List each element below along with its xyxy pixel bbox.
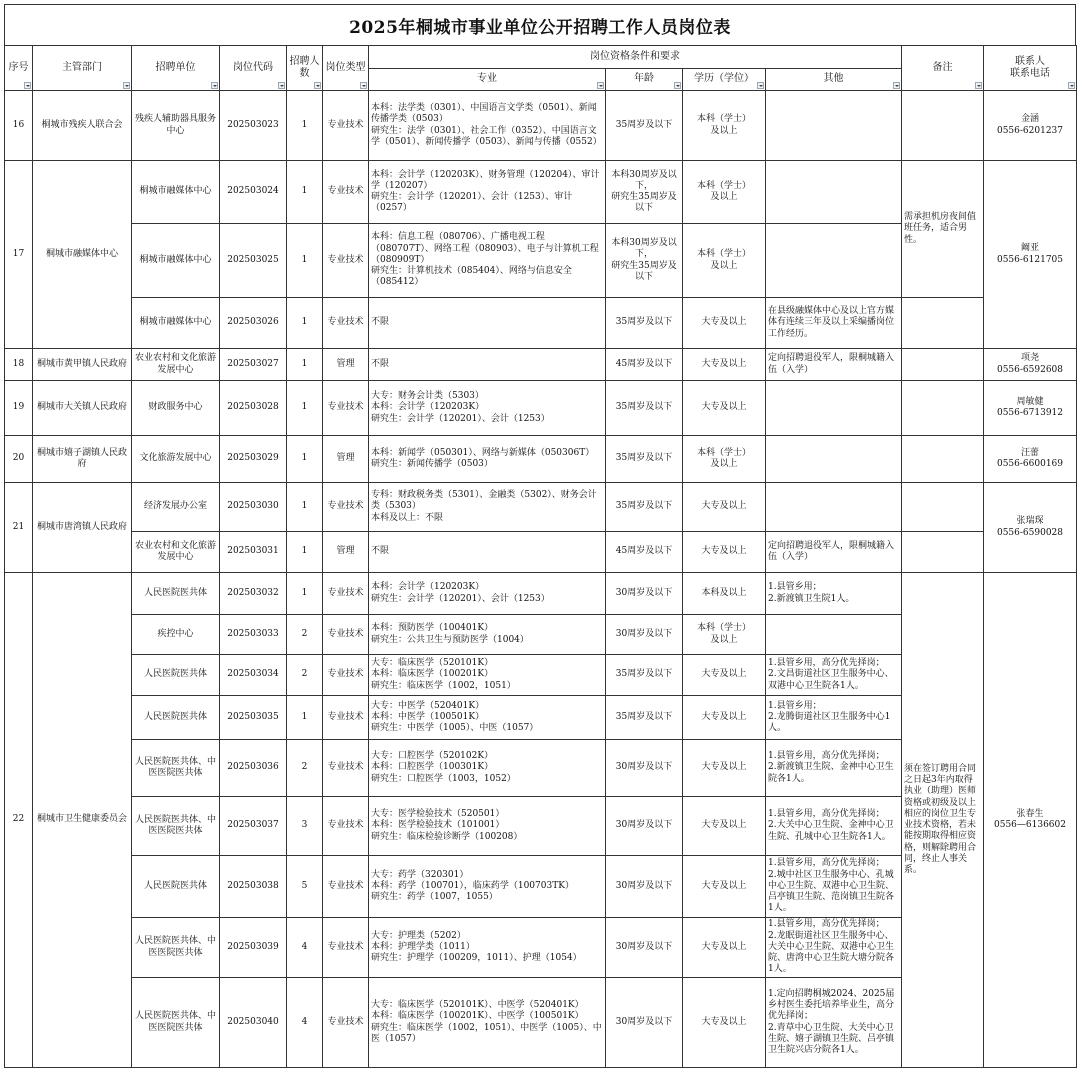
col-header-count: 招聘人数 (287, 46, 323, 91)
major-cell: 大专：临床医学（520101K）、中医学（520401K） 本科：临床医学（100201K）、中医学（100501K） 研究生：临床医学（1002，1051）、中医学（1005）、中医（1057） (369, 978, 606, 1068)
table-row (5, 532, 1077, 573)
dept-cell: 桐城市融媒体中心 (33, 161, 132, 349)
other-cell (766, 483, 902, 532)
other-cell (766, 224, 902, 298)
edu-cell: 本科及以上 (683, 573, 766, 615)
edu-cell: 大专及以上 (683, 655, 766, 696)
edu-cell: 本科（学士） 及以上 (683, 161, 766, 224)
major-cell: 本科：会计学（120203K）、财务管理（120204）、审计学（120207） 研究生：会计学（120201）、会计（1253）、审计（0257） (369, 161, 606, 224)
code-cell: 202503031 (220, 532, 287, 573)
major-cell: 大专：护理类（5202） 本科：护理学类（1011） 研究生：护理学（100209，1011）、护理（1054） (369, 918, 606, 978)
major-cell: 大专：临床医学（520101K） 本科：临床医学（100201K） 研究生：临床医学（1002，1051） (369, 655, 606, 696)
dept-cell: 桐城市残疾人联合会 (33, 91, 132, 161)
filter-dropdown-icon[interactable] (314, 82, 321, 89)
unit-cell: 文化旅游发展中心 (132, 436, 220, 483)
count-cell: 1 (287, 224, 323, 298)
seq-cell: 17 (5, 161, 33, 349)
contact-cell: 张瑞琛 0556-6590028 (984, 483, 1077, 573)
table-row (5, 91, 1077, 161)
filter-dropdown-icon[interactable] (360, 82, 367, 89)
seq-cell: 19 (5, 381, 33, 436)
unit-cell: 桐城市融媒体中心 (132, 224, 220, 298)
contact-cell: 金涵 0556-6201237 (984, 91, 1077, 161)
col-header-code: 岗位代码 (220, 46, 287, 91)
code-cell: 202503029 (220, 436, 287, 483)
edu-cell: 大专及以上 (683, 381, 766, 436)
code-cell: 202503036 (220, 740, 287, 797)
edu-cell: 本科（学士） 及以上 (683, 224, 766, 298)
major-cell: 大专：中医学（520401K） 本科：中医学（100501K） 研究生：中医学（1005）、中医（1057） (369, 696, 606, 740)
count-cell: 2 (287, 655, 323, 696)
count-cell: 1 (287, 436, 323, 483)
age-cell: 30周岁及以下 (606, 615, 683, 655)
remark-cell (902, 381, 984, 436)
count-cell: 4 (287, 918, 323, 978)
major-cell: 不限 (369, 298, 606, 349)
major-cell: 不限 (369, 349, 606, 381)
major-cell: 大专：口腔医学（520102K） 本科：口腔医学（100301K） 研究生：口腔医学（1003，1052） (369, 740, 606, 797)
edu-cell: 大专及以上 (683, 696, 766, 740)
other-cell (766, 161, 902, 224)
filter-dropdown-icon[interactable] (597, 82, 604, 89)
unit-cell: 人民医院医共体 (132, 573, 220, 615)
seq-cell: 18 (5, 349, 33, 381)
edu-cell: 大专及以上 (683, 349, 766, 381)
count-cell: 2 (287, 615, 323, 655)
edu-cell: 大专及以上 (683, 856, 766, 918)
age-cell: 35周岁及以下 (606, 91, 683, 161)
age-cell: 35周岁及以下 (606, 483, 683, 532)
table-row (5, 161, 1077, 224)
count-cell: 1 (287, 381, 323, 436)
count-cell: 1 (287, 483, 323, 532)
type-cell: 专业技术 (323, 91, 369, 161)
col-header-contact: 联系人 联系电话 (984, 46, 1077, 91)
type-cell: 专业技术 (323, 978, 369, 1068)
type-cell: 专业技术 (323, 797, 369, 856)
remark-cell (902, 349, 984, 381)
job-table (4, 45, 1077, 1068)
filter-dropdown-icon[interactable] (211, 82, 218, 89)
code-cell: 202503025 (220, 224, 287, 298)
code-cell: 202503035 (220, 696, 287, 740)
unit-cell: 农业农村和文化旅游发展中心 (132, 532, 220, 573)
filter-dropdown-icon[interactable] (975, 82, 982, 89)
sheet-title: 2025年桐城市事业单位公开招聘工作人员岗位表 (4, 4, 1076, 45)
age-cell: 30周岁及以下 (606, 978, 683, 1068)
count-cell: 1 (287, 91, 323, 161)
count-cell: 2 (287, 740, 323, 797)
major-cell: 大专：财务会计类（5303） 本科：会计学（120203K） 研究生：会计学（120201）、会计（1253） (369, 381, 606, 436)
other-cell: 1.县管乡用； 2.龙腾街道社区卫生服务中心1人。 (766, 696, 902, 740)
other-cell: 1.县管乡用； 2.新渡镇卫生院1人。 (766, 573, 902, 615)
unit-cell: 人民医院医共体、中医医院医共体 (132, 797, 220, 856)
edu-cell: 大专及以上 (683, 740, 766, 797)
type-cell: 管理 (323, 349, 369, 381)
col-header-unit: 招聘单位 (132, 46, 220, 91)
contact-cell: 汪蕾 0556-6600169 (984, 436, 1077, 483)
major-cell: 不限 (369, 532, 606, 573)
code-cell: 202503027 (220, 349, 287, 381)
count-cell: 1 (287, 532, 323, 573)
age-cell: 30周岁及以下 (606, 797, 683, 856)
major-cell: 大专：医学检验技术（520501） 本科：医学检验技术（101001） 研究生：临床检验诊断学（100208） (369, 797, 606, 856)
type-cell: 专业技术 (323, 696, 369, 740)
other-cell: 1.县管乡用，高分优先择岗； 2.大关中心卫生院、金神中心卫生院、孔城中心卫生院各1人。 (766, 797, 902, 856)
remark-cell (902, 532, 984, 573)
col-header-seq: 序号 (5, 46, 33, 91)
type-cell: 专业技术 (323, 381, 369, 436)
remark-cell (902, 298, 984, 349)
other-cell: 1.定向招聘桐城2024、2025届乡村医生委托培养毕业生，高分优先择岗； 2.青草中心卫生院、大关中心卫生院、嬉子湖镇卫生院、吕亭镇卫生院兴店分院各1人。 (766, 978, 902, 1068)
age-cell: 45周岁及以下 (606, 349, 683, 381)
type-cell: 专业技术 (323, 740, 369, 797)
type-cell: 专业技术 (323, 856, 369, 918)
contact-cell: 阚亚 0556-6121705 (984, 161, 1077, 349)
contact-cell: 周敏健 0556-6713912 (984, 381, 1077, 436)
other-cell (766, 381, 902, 436)
type-cell: 专业技术 (323, 161, 369, 224)
table-body (5, 91, 1077, 1068)
remark-cell: 需承担机房夜间值班任务，适合男性。 (902, 161, 984, 298)
filter-dropdown-icon[interactable] (278, 82, 285, 89)
unit-cell: 经济发展办公室 (132, 483, 220, 532)
type-cell: 专业技术 (323, 224, 369, 298)
table-row (5, 483, 1077, 532)
col-header-edu: 学历（学位） (683, 69, 766, 91)
col-header-dept: 主管部门 (33, 46, 132, 91)
remark-cell (902, 436, 984, 483)
edu-cell: 本科（学士） 及以上 (683, 615, 766, 655)
edu-cell: 大专及以上 (683, 978, 766, 1068)
dept-cell: 桐城市嬉子湖镇人民政府 (33, 436, 132, 483)
code-cell: 202503038 (220, 856, 287, 918)
age-cell: 35周岁及以下 (606, 696, 683, 740)
count-cell: 1 (287, 161, 323, 224)
remark-cell (902, 91, 984, 161)
edu-cell: 大专及以上 (683, 483, 766, 532)
filter-dropdown-icon[interactable] (674, 82, 681, 89)
col-header-remark: 备注 (902, 46, 984, 91)
major-cell: 大专：药学（320301） 本科：药学（100701），临床药学（100703TK） 研究生：药学（1007，1055） (369, 856, 606, 918)
code-cell: 202503032 (220, 573, 287, 615)
age-cell: 30周岁及以下 (606, 740, 683, 797)
table-row (5, 436, 1077, 483)
col-header-age: 年龄 (606, 69, 683, 91)
table-row (5, 298, 1077, 349)
major-cell: 专科：财政税务类（5301）、金融类（5302）、财务会计类（5303） 本科及以上：不限 (369, 483, 606, 532)
major-cell: 本科：信息工程（080706）、广播电视工程（080707T）、网络工程（080903）、电子与计算机工程（080909T） 研究生：计算机技术（085404）、网络与信息安全（085412） (369, 224, 606, 298)
edu-cell: 大专及以上 (683, 918, 766, 978)
other-cell: 定向招聘退役军人，限桐城籍入伍（入学） (766, 532, 902, 573)
age-cell: 45周岁及以下 (606, 532, 683, 573)
code-cell: 202503040 (220, 978, 287, 1068)
dept-cell: 桐城市黄甲镇人民政府 (33, 349, 132, 381)
filter-dropdown-icon[interactable] (123, 82, 130, 89)
other-cell (766, 91, 902, 161)
col-header-other: 其他 (766, 69, 902, 91)
other-cell: 1.县管乡用，高分优先择岗； 2.城中社区卫生服务中心、孔城中心卫生院、双港中心卫生院、吕亭镇卫生院、范岗镇卫生院各1人。 (766, 856, 902, 918)
unit-cell: 人民医院医共体、中医医院医共体 (132, 740, 220, 797)
edu-cell: 大专及以上 (683, 298, 766, 349)
edu-cell: 本科（学士） 及以上 (683, 436, 766, 483)
unit-cell: 人民医院医共体、中医医院医共体 (132, 978, 220, 1068)
other-cell: 1.县管乡用，高分优先择岗； 2.龙眠街道社区卫生服务中心、大关中心卫生院、双港中心卫生院、唐湾中心卫生院大塘分院各1人。 (766, 918, 902, 978)
type-cell: 专业技术 (323, 655, 369, 696)
count-cell: 5 (287, 856, 323, 918)
seq-cell: 21 (5, 483, 33, 573)
other-cell: 1.县管乡用，高分优先择岗； 2.新渡镇卫生院、金神中心卫生院各1人。 (766, 740, 902, 797)
dept-cell: 桐城市大关镇人民政府 (33, 381, 132, 436)
contact-cell: 项尧 0556-6592608 (984, 349, 1077, 381)
filter-dropdown-icon[interactable] (1068, 82, 1075, 89)
code-cell: 202503030 (220, 483, 287, 532)
code-cell: 202503024 (220, 161, 287, 224)
edu-cell: 本科（学士） 及以上 (683, 91, 766, 161)
unit-cell: 人民医院医共体 (132, 856, 220, 918)
unit-cell: 农业农村和文化旅游发展中心 (132, 349, 220, 381)
filter-dropdown-icon[interactable] (893, 82, 900, 89)
code-cell: 202503023 (220, 91, 287, 161)
code-cell: 202503026 (220, 298, 287, 349)
col-header-type: 岗位类型 (323, 46, 369, 91)
type-cell: 专业技术 (323, 918, 369, 978)
age-cell: 35周岁及以下 (606, 298, 683, 349)
type-cell: 管理 (323, 436, 369, 483)
age-cell: 35周岁及以下 (606, 655, 683, 696)
unit-cell: 人民医院医共体、中医医院医共体 (132, 918, 220, 978)
code-cell: 202503039 (220, 918, 287, 978)
job-table-sheet (4, 4, 1076, 1068)
other-cell: 定向招聘退役军人，限桐城籍入伍（入学） (766, 349, 902, 381)
seq-cell: 20 (5, 436, 33, 483)
remark-cell: 须在签订聘用合同之日起3年内取得执业（助理）医师资格或初级及以上相应的岗位卫生专业技术资格，若未能按期取得相应资格，则解除聘用合同，终止人事关系。 (902, 573, 984, 1068)
code-cell: 202503034 (220, 655, 287, 696)
code-cell: 202503037 (220, 797, 287, 856)
col-header-group: 岗位资格条件和要求 (369, 46, 902, 69)
age-cell: 30周岁及以下 (606, 918, 683, 978)
count-cell: 1 (287, 573, 323, 615)
count-cell: 1 (287, 696, 323, 740)
major-cell: 本科：法学类（0301）、中国语言文学类（0501）、新闻传播学类（0503） 研究生：法学（0301）、社会工作（0352）、中国语言文学（0501）、新闻传播学（0503）、新闻与传播（0552） (369, 91, 606, 161)
col-header-major: 专业 (369, 69, 606, 91)
type-cell: 管理 (323, 532, 369, 573)
filter-dropdown-icon[interactable] (757, 82, 764, 89)
major-cell: 本科：会计学（120203K） 研究生：会计学（120201）、会计（1253） (369, 573, 606, 615)
table-row (5, 381, 1077, 436)
code-cell: 202503033 (220, 615, 287, 655)
type-cell: 专业技术 (323, 483, 369, 532)
unit-cell: 财政服务中心 (132, 381, 220, 436)
contact-cell: 张春生 0556—6136602 (984, 573, 1077, 1068)
unit-cell: 桐城市融媒体中心 (132, 161, 220, 224)
other-cell (766, 615, 902, 655)
dept-cell: 桐城市卫生健康委员会 (33, 573, 132, 1068)
remark-cell (902, 483, 984, 532)
filter-dropdown-icon[interactable] (24, 82, 31, 89)
unit-cell: 桐城市融媒体中心 (132, 298, 220, 349)
table-row (5, 573, 1077, 615)
unit-cell: 疾控中心 (132, 615, 220, 655)
unit-cell: 人民医院医共体 (132, 655, 220, 696)
age-cell: 30周岁及以下 (606, 856, 683, 918)
count-cell: 1 (287, 298, 323, 349)
edu-cell: 大专及以上 (683, 797, 766, 856)
seq-cell: 16 (5, 91, 33, 161)
seq-cell: 22 (5, 573, 33, 1068)
age-cell: 本科30周岁及以下， 研究生35周岁及以下 (606, 224, 683, 298)
count-cell: 3 (287, 797, 323, 856)
other-cell: 1.县管乡用，高分优先择岗； 2.文昌街道社区卫生服务中心、双港中心卫生院各1人。 (766, 655, 902, 696)
age-cell: 本科30周岁及以下， 研究生35周岁及以下 (606, 161, 683, 224)
major-cell: 本科：新闻学（050301）、网络与新媒体（050306T） 研究生：新闻传播学（0503） (369, 436, 606, 483)
other-cell (766, 436, 902, 483)
type-cell: 专业技术 (323, 615, 369, 655)
major-cell: 本科：预防医学（100401K） 研究生：公共卫生与预防医学（1004） (369, 615, 606, 655)
type-cell: 专业技术 (323, 298, 369, 349)
count-cell: 4 (287, 978, 323, 1068)
other-cell: 在县级融媒体中心及以上官方媒体有连续三年及以上采编播岗位工作经历。 (766, 298, 902, 349)
unit-cell: 残疾人辅助器具服务中心 (132, 91, 220, 161)
count-cell: 1 (287, 349, 323, 381)
dept-cell: 桐城市唐湾镇人民政府 (33, 483, 132, 573)
age-cell: 35周岁及以下 (606, 436, 683, 483)
table-row (5, 349, 1077, 381)
age-cell: 30周岁及以下 (606, 573, 683, 615)
edu-cell: 大专及以上 (683, 532, 766, 573)
age-cell: 35周岁及以下 (606, 381, 683, 436)
code-cell: 202503028 (220, 381, 287, 436)
unit-cell: 人民医院医共体 (132, 696, 220, 740)
type-cell: 专业技术 (323, 573, 369, 615)
